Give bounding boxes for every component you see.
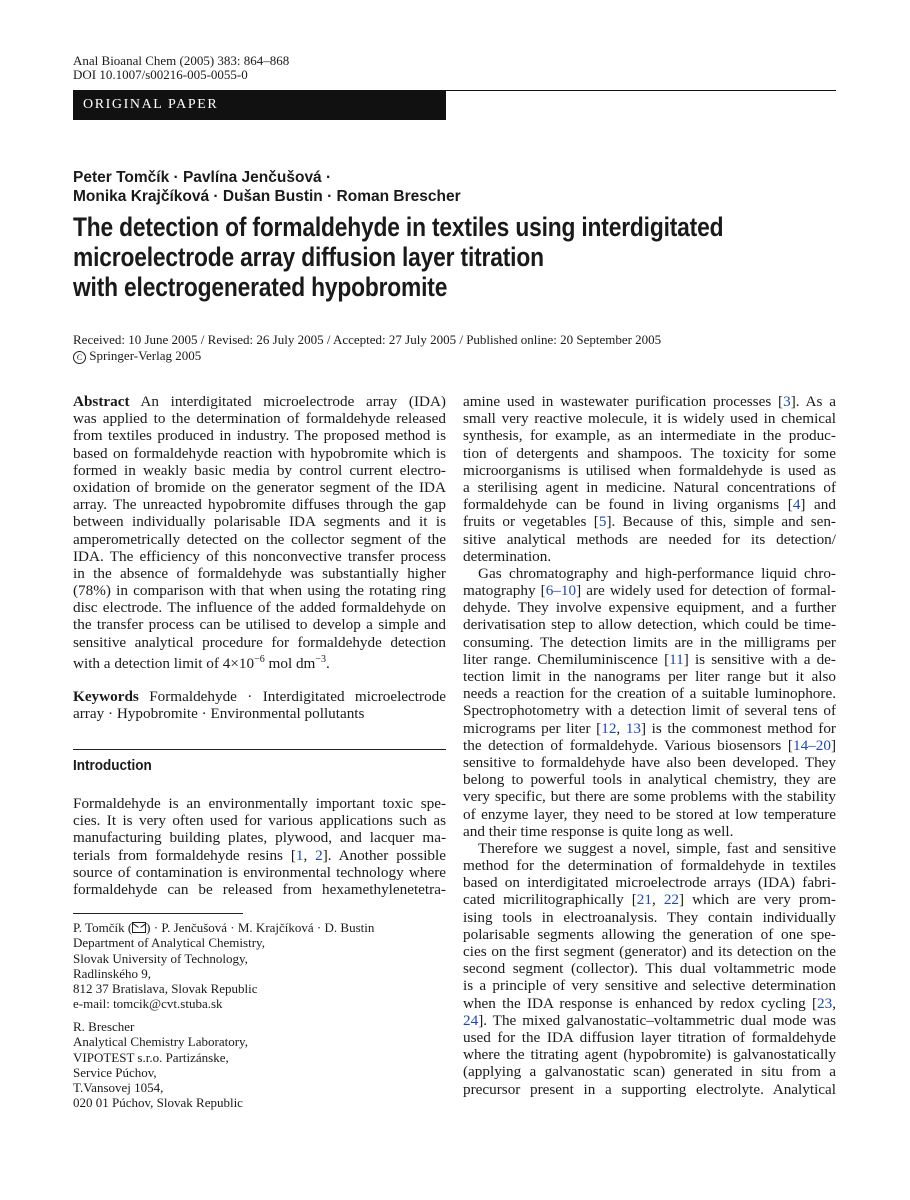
citation-link[interactable]: 2 — [315, 846, 323, 864]
title-line: The detection of formaldehyde in textiles using interdigitated — [73, 212, 724, 242]
text-line: polarisable segments allowing the generation of one spe- — [463, 925, 836, 943]
text-line: cated micrilitographically [21, 22] which are very prom- — [463, 891, 836, 909]
text-line: when the IDA response is enhanced by redox cycling [23, — [463, 994, 836, 1012]
text-line: tion of detergents and shampoos. The toxicity for some — [463, 444, 836, 462]
text-line: Gas chromatography and high-performance liquid chro- — [478, 564, 836, 582]
affiliation-1 — [73, 920, 446, 1012]
section-rule — [73, 749, 446, 750]
abstract-line: between individually polarisable IDA segments and it is — [73, 513, 446, 531]
publication-history — [73, 332, 853, 364]
abstract-label: Abstract — [73, 393, 130, 410]
text-line: tection limit in the nanograms per liter range but it also — [463, 668, 836, 685]
envelope-icon — [132, 922, 146, 933]
text-line: microorganisms is utilised when formaldehyde is used as — [463, 461, 836, 479]
text-line: where the titrating agent (hypobromite) is galvanostatically — [463, 1046, 836, 1064]
affiliation-line: Service Púchov, — [73, 1064, 157, 1080]
citation-link[interactable]: 13 — [625, 719, 641, 737]
text-line: based on interdigitated microelectrode arrays (IDA) fabri- — [463, 874, 836, 892]
abstract-line: in the absence of formaldehyde was substantially higher — [73, 564, 446, 582]
text-line: is a principle of very sensitive and selective determination — [463, 977, 836, 995]
keywords — [73, 688, 446, 722]
text-line: small very reactive molecule, it is widely used in chemical — [463, 410, 836, 428]
title-line: with electrogenerated hypobromite — [73, 272, 448, 302]
keywords-line: Keywords Formaldehyde · Interdigitated microelectrode — [73, 688, 446, 705]
citation-link[interactable]: 1 — [295, 846, 304, 864]
citation-link[interactable]: 24 — [463, 1011, 479, 1029]
text-line: 24]. The mixed galvanostatic–voltammetric dual mode was — [463, 1011, 836, 1029]
author-line: Monika Krajčíková · Dušan Bustin · Roman Brescher — [73, 188, 461, 205]
text-line: a sterilising agent in medicine. Natural concentrations of — [463, 478, 836, 496]
affiliation-line: T.Vansovej 1054, — [73, 1080, 164, 1096]
text-line: and their time response is quite long as well. — [463, 822, 734, 840]
text-line: terials from formaldehyde resins [1, 2]. Another possible — [73, 846, 446, 864]
text-line: matography [6–10] are widely used for detection of formal- — [463, 582, 836, 600]
copyright-text: Springer-Verlag 2005 — [89, 348, 202, 363]
text-line: derivatisation step to allow detection, which could be time- — [463, 616, 836, 634]
text-line: the detection of formaldehyde. Various biosensors [14–20] — [463, 736, 836, 754]
abstract-line: based on formaldehyde reaction with hypobromite which is — [73, 444, 446, 462]
abstract-line: oxidation of bromide on the generator segment of the IDA — [73, 478, 446, 496]
text-line: very specific, but there are some problems with the stability — [463, 788, 836, 806]
text-line: determination. — [463, 547, 552, 565]
text-line: amine used in wastewater purification processes [3]. As a — [463, 393, 836, 410]
doi: DOI 10.1007/s00216-005-0055-0 — [73, 67, 248, 82]
abstract-line: IDA. The efficiency of this nonconvective transfer process — [73, 547, 446, 565]
introduction-text — [73, 795, 446, 898]
text-line: manufacturing building plates, plywood, and lacquer ma- — [73, 829, 446, 847]
affiliation-line: VIPOTEST s.r.o. Partizánske, — [73, 1049, 229, 1065]
abstract-line: disc electrode. The influence of the added formaldehyde on — [73, 599, 446, 617]
abstract-line: array. The unreacted hypobromite diffuses through the gap — [73, 496, 446, 514]
text-line: cies. It is very often used for various applications such as — [73, 812, 446, 830]
dates-line: Received: 10 June 2005 / Revised: 26 July 2005 / Accepted: 27 July 2005 / Published online: 20 September 2005 — [73, 332, 662, 347]
affiliation-line: Analytical Chemistry Laboratory, — [73, 1034, 248, 1050]
journal-citation: Anal Bioanal Chem (2005) 383: 864–868 — [73, 53, 290, 68]
affiliation-line: P. Tomčík ( ) · P. Jenčušová · M. Krajčíková · D. Bustin — [73, 920, 375, 935]
abstract-line: (78%) in comparison with that when using the rotating ring — [73, 582, 446, 600]
text-line: synthesis, for example, as an intermediate in the produc- — [463, 427, 836, 445]
citation-link[interactable]: 6–10 — [545, 582, 577, 600]
abstract-line: was applied to the determination of formaldehyde released — [73, 410, 446, 428]
affiliation-line: 812 37 Bratislava, Slovak Republic — [73, 981, 258, 997]
text-line: needs a reaction for the creation of a suitable luminophore. — [463, 685, 836, 703]
affiliation-line: 020 01 Púchov, Slovak Republic — [73, 1095, 243, 1111]
text-line: Therefore we suggest a novel, simple, fast and sensitive — [478, 839, 836, 857]
text-line: dehyde. They involve expensive equipment, and a further — [463, 599, 836, 617]
text-line: cies on the first segment (generator) and its detection on the — [463, 943, 836, 960]
citation-link[interactable]: 22 — [663, 891, 680, 909]
abstract-line: sensitive analytical procedure for formaldehyde detection — [73, 633, 446, 651]
citation-link[interactable]: 21 — [636, 891, 652, 909]
copyright-line — [73, 348, 853, 364]
citation-link[interactable]: 5 — [598, 513, 607, 531]
text-line: belong to powerful tools in analytical chemistry, they are — [463, 771, 836, 789]
abstract-line: with a detection limit of $4\times 10^{-6}$ mol $dm^{-3}$. — [73, 653, 330, 668]
keywords-line: array · Hypobromite · Environmental pollutants — [73, 705, 365, 723]
text-line: micrograms per liter [12, 13] is the commonest method for — [463, 719, 836, 737]
citation-link[interactable]: 14–20 — [792, 736, 831, 754]
abstract-line: formed in weakly basic media by control current electro- — [73, 461, 446, 479]
header-rule — [446, 90, 836, 91]
title-line: microelectrode array diffusion layer titration — [73, 242, 544, 272]
text-line: used for the IDA diffusion layer titration of formaldehyde — [463, 1028, 836, 1046]
introduction-text-right — [463, 393, 836, 1098]
text-line: liter range. Chemiluminiscence [11] is sensitive with a de- — [463, 650, 836, 668]
text-line: method for the determination of formaldehyde in textiles — [463, 857, 836, 875]
citation-link[interactable]: 23 — [817, 994, 833, 1012]
text-line: consuming. The detection limits are in the milligrams per — [463, 633, 836, 651]
abstract-line: amperometrically detected on the collector segment of the — [73, 530, 446, 548]
text-line: sensitive to formaldehyde have also been developed. They — [463, 753, 836, 771]
affiliation-line: Slovak University of Technology, — [73, 950, 248, 966]
abstract — [73, 393, 446, 668]
abstract-line: from textiles produced in industry. The proposed method is — [73, 427, 446, 445]
affiliation-line: R. Brescher — [73, 1019, 135, 1034]
text-line: source of contamination is environmental technology where — [73, 863, 446, 881]
affiliation-line: Department of Analytical Chemistry, — [73, 935, 265, 951]
author-list — [73, 168, 773, 206]
article-type-label: ORIGINAL PAPER — [83, 97, 219, 112]
footnote-rule — [73, 913, 243, 914]
text-line: sitive analytical methods are needed for its detection/ — [463, 530, 836, 548]
text-line: Spectrophotometry with a detection limit of several tens of — [463, 702, 836, 720]
text-line: precursor present in a supporting electrolyte. Analytical — [463, 1080, 836, 1098]
citation-link[interactable]: 4 — [792, 496, 801, 514]
text-line: formaldehyde can be released from hexamethylenetetra- — [73, 880, 446, 898]
text-line: fruits or vegetables [5]. Because of this, simple and sen- — [463, 513, 836, 531]
text-line: Formaldehyde is an environmentally important toxic spe- — [73, 795, 446, 812]
text-line: (applying a galvanostatic scan) generated in situ from a — [463, 1063, 836, 1081]
email: e-mail: tomcik@cvt.stuba.sk — [73, 996, 223, 1012]
citation-link[interactable]: 12 — [601, 719, 617, 737]
text-line: formaldehyde can be found in living organisms [4] and — [463, 496, 836, 514]
abstract-line: the transfer process can be utilised to develop a simple and — [73, 616, 446, 634]
text-line: second segment (collector). This dual voltammetric mode — [463, 960, 836, 978]
abstract-line: Abstract An interdigitated microelectrode array (IDA) — [73, 393, 446, 410]
section-heading-introduction: Introduction — [73, 757, 152, 774]
text-line: ising tools in electroanalysis. They contain individually — [463, 908, 836, 926]
citation-link[interactable]: 11 — [669, 650, 684, 668]
text-line: of enzyme layer, they need to be stored at low temperature — [463, 805, 836, 823]
keywords-label: Keywords — [73, 688, 139, 705]
article-title — [73, 212, 727, 302]
affiliation-2 — [73, 1019, 446, 1111]
author-line: Peter Tomčík · Pavlína Jenčušová · — [73, 169, 332, 186]
affiliation-line: Radlinského 9, — [73, 965, 151, 981]
article-type-banner — [73, 90, 446, 120]
copyright-icon: C — [73, 351, 86, 364]
citation-link[interactable]: 3 — [783, 393, 791, 410]
